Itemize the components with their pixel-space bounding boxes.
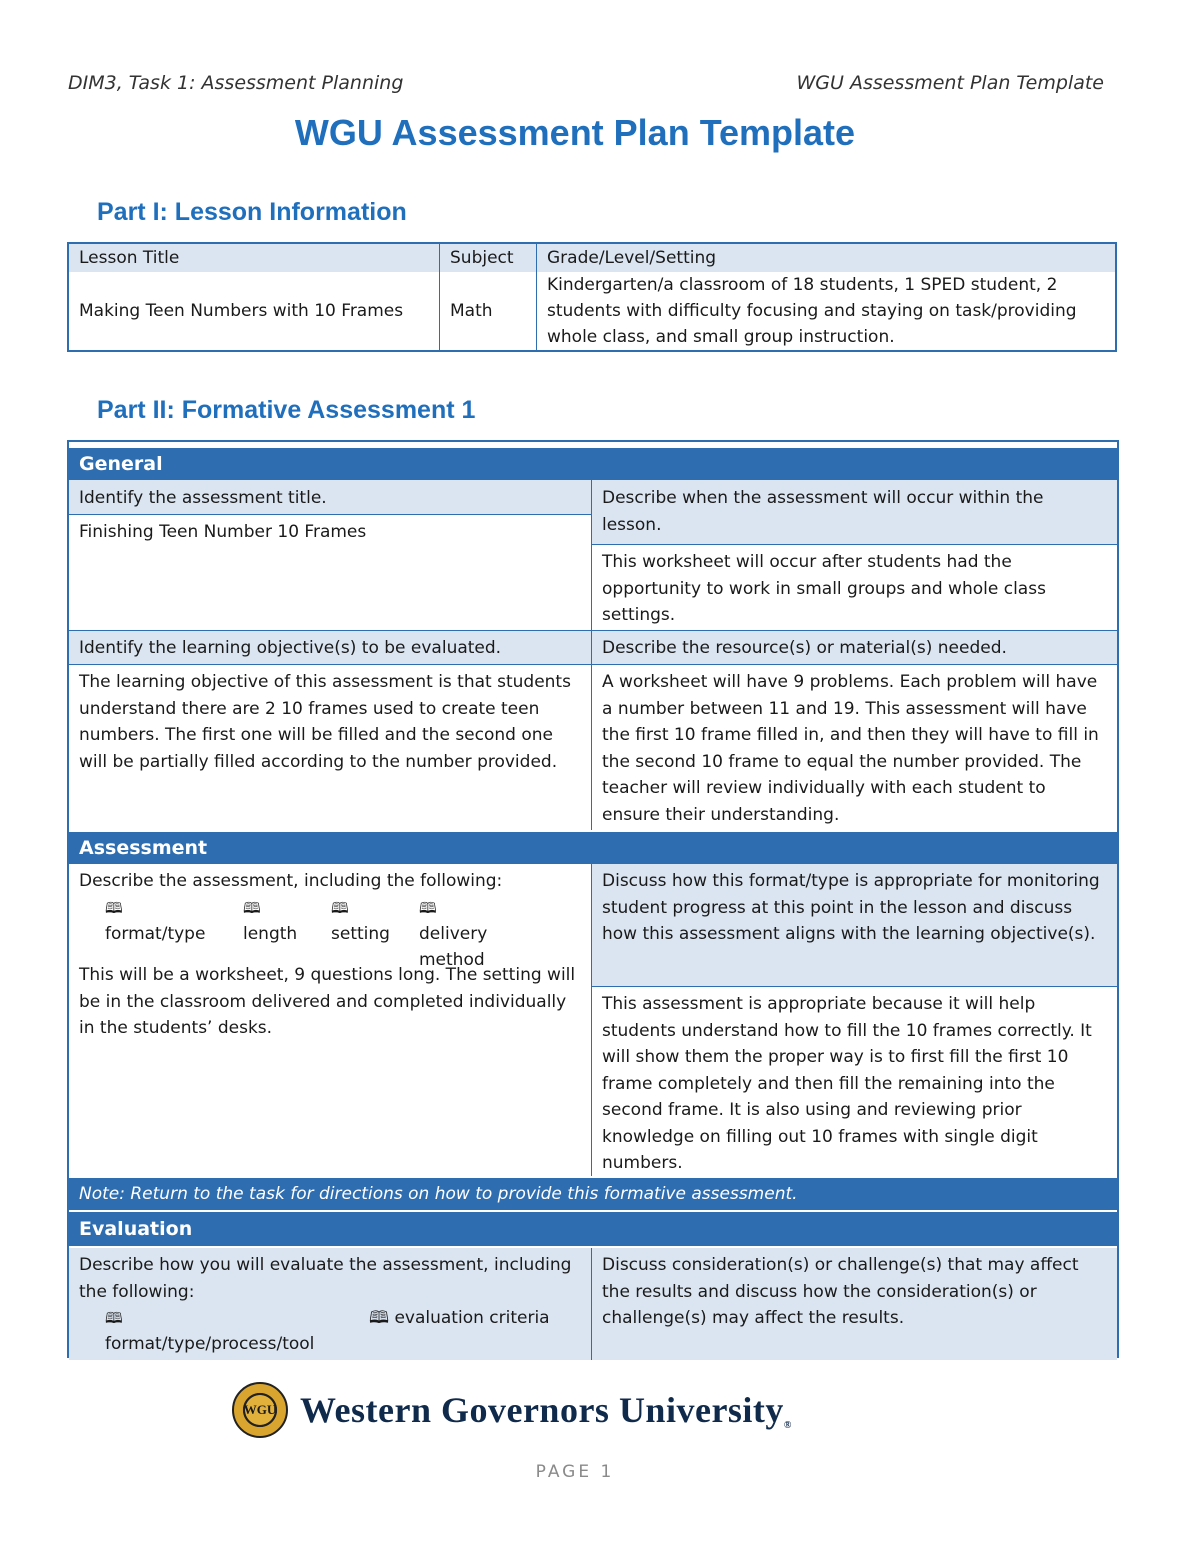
assessment-band: Assessment xyxy=(69,832,1117,864)
resources-value: A worksheet will have 9 problems. Each problem will have a number between 11 and 19. This assessment will have the first 10 frame filled in, and then they will have to fill in the second 10 frame to equal the number provided. The teacher will review individually with each student to ensure their understanding. xyxy=(591,664,1117,830)
lesson-title-header: Lesson Title xyxy=(69,244,439,272)
evaluation-bullets xyxy=(79,1305,581,1357)
book-icon: 🕮 xyxy=(243,898,261,917)
subject-header: Subject xyxy=(440,244,536,272)
formative-assessment-table xyxy=(67,440,1119,1358)
wgu-seal-icon: WGU xyxy=(232,1382,288,1438)
bullet-delivery-method: 🕮 delivery method xyxy=(419,895,529,973)
lesson-title-column xyxy=(69,244,440,350)
objective-value: The learning objective of this assessment is that students understand there are 2 10 frames used to create teen numbers. The first one will be filled and the second one will be partially filled according to the number provided. xyxy=(69,664,591,830)
assessment-title-value: Finishing Teen Number 10 Frames xyxy=(69,514,591,630)
assessment-title-prompt: Identify the assessment title. xyxy=(69,480,591,514)
book-icon: 🕮 xyxy=(369,1308,390,1328)
wgu-logo xyxy=(232,1382,792,1438)
book-icon: 🕮 xyxy=(419,898,437,917)
page-number: PAGE 1 xyxy=(535,1462,615,1482)
book-icon: 🕮 xyxy=(331,898,349,917)
bullet-length: 🕮 length xyxy=(243,895,331,973)
lesson-info-table xyxy=(67,242,1117,352)
discuss-evaluation-prompt: Discuss consideration(s) or challenge(s) that may affect the results and discuss how the consideration(s) or challenge(s) may affect the results. xyxy=(591,1248,1117,1360)
running-header-left: DIM3, Task 1: Assessment Planning xyxy=(68,72,404,94)
describe-assessment-prompt: Describe the assessment, including the following: xyxy=(79,871,503,891)
book-icon: 🕮 xyxy=(105,898,123,917)
discuss-format-value: This assessment is appropriate because it will help students understand how to fill the 10 frames correctly. It will show them the proper way is to first fill the first 10 frame completely and then fill the remaining into the second frame. It is also using and reviewing prior knowledge on filling out 10 frames with single digit numbers. xyxy=(591,986,1117,1176)
part2-heading: Part II: Formative Assessment 1 xyxy=(97,396,476,424)
document-title: WGU Assessment Plan Template xyxy=(294,112,856,153)
objective-prompt: Identify the learning objective(s) to be evaluated. xyxy=(69,630,591,664)
grade-value: Kindergarten/a classroom of 18 students, 1 SPED student, 2 students with difficulty focusing and staying on task/providing whole class, and small group instruction. xyxy=(547,275,1077,347)
bullet-format-type: 🕮 format/type xyxy=(105,895,243,973)
book-icon: 🕮 xyxy=(105,1309,123,1327)
resources-prompt: Describe the resource(s) or material(s) needed. xyxy=(591,630,1117,664)
subject-column xyxy=(440,244,537,350)
describe-assessment-block xyxy=(69,864,591,970)
describe-assessment-value: This will be a worksheet, 9 questions long. The setting will be in the classroom delivered and completed individually in the students’ desks. xyxy=(79,965,576,1038)
when-value: This worksheet will occur after students had the opportunity to work in small groups and whole class settings. xyxy=(591,544,1117,630)
subject-value: Math xyxy=(450,301,493,321)
lesson-title-value: Making Teen Numbers with 10 Frames xyxy=(79,301,404,321)
bullet-format-process-tool: 🕮 format/type/process/tool xyxy=(105,1305,369,1357)
evaluation-band: Evaluation xyxy=(69,1212,1117,1246)
part1-heading: Part I: Lesson Information xyxy=(97,198,407,226)
trademark: ® xyxy=(783,1420,792,1431)
describe-evaluation-prompt: Describe how you will evaluate the assessment, including the following: xyxy=(79,1255,572,1302)
running-header-right: WGU Assessment Plan Template xyxy=(796,72,1104,94)
bullet-evaluation-criteria: 🕮 evaluation criteria xyxy=(369,1308,550,1328)
university-name: Western Governors University® xyxy=(300,1390,792,1431)
when-prompt: Describe when the assessment will occur within the lesson. xyxy=(591,480,1117,544)
bullet-setting: 🕮 setting xyxy=(331,895,419,973)
note-band: Note: Return to the task for directions on how to provide this formative assessment. xyxy=(69,1178,1117,1210)
general-band: General xyxy=(69,448,1117,480)
grade-header: Grade/Level/Setting xyxy=(537,244,1115,272)
describe-evaluation-block xyxy=(69,1248,591,1360)
grade-column xyxy=(537,244,1115,350)
discuss-format-prompt: Discuss how this format/type is appropriate for monitoring student progress at this point in the lesson and discuss how this assessment aligns with the learning objective(s). xyxy=(591,864,1117,986)
